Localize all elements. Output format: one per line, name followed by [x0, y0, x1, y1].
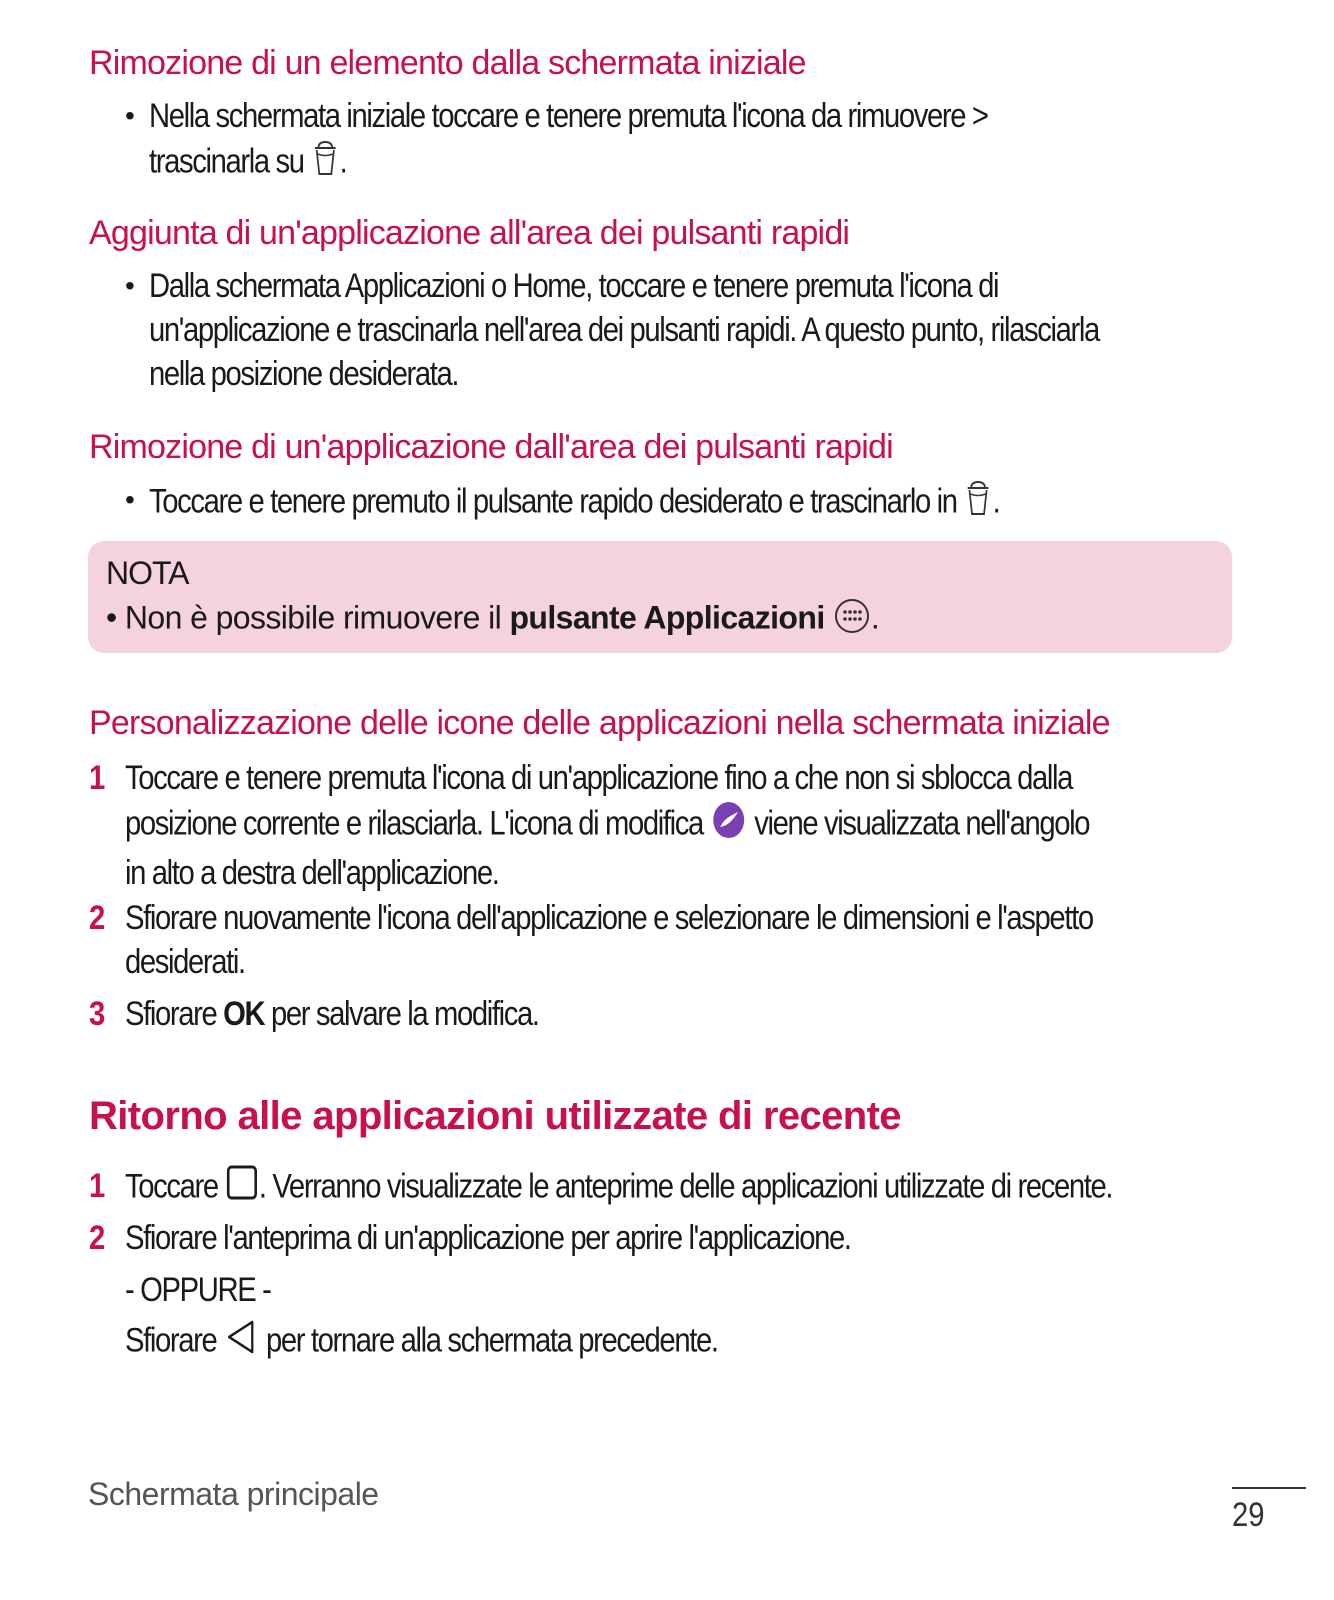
step-number: 2: [89, 899, 106, 937]
heading-remove-item: Rimozione di un elemento dalla schermata iniziale: [89, 44, 806, 82]
note-text: • Non è possibile rimuovere il pulsante Applicazioni .: [106, 597, 879, 643]
bullet-add-quick-line2: un'applicazione e trascinarla nell'area dei pulsanti rapidi. A questo punto, rilasciarla: [149, 311, 1099, 349]
heading-remove-quick: Rimozione di un'applicazione dall'area dei pulsanti rapidi: [89, 428, 893, 466]
footer-divider: [1232, 1487, 1306, 1489]
bullet-dot: •: [106, 599, 117, 636]
edit-icon: [710, 800, 748, 851]
customize-step-2-line2: desiderati.: [125, 943, 245, 981]
apps-button-icon: [833, 597, 871, 643]
back-line: Sfiorare per tornare alla schermata precedente.: [125, 1318, 718, 1367]
step-number: 3: [89, 995, 106, 1033]
or-text: - OPPURE -: [125, 1271, 271, 1309]
recent-step-1-line1: Toccare . Verranno visualizzate le anteprime delle applicazioni utilizzate di recente.: [125, 1164, 1112, 1213]
customize-step-3-line1: Sfiorare OK per salvare la modifica.: [125, 995, 539, 1033]
bullet-dot: •: [125, 484, 135, 515]
note-box: [88, 541, 1232, 653]
bullet-dot: •: [125, 100, 135, 131]
heading-customize: Personalizzazione delle icone delle applicazioni nella schermata iniziale: [89, 704, 1110, 742]
ok-label: OK: [223, 995, 265, 1033]
bullet-remove-quick-line1: Toccare e tenere premuto il pulsante rapido desiderato e trascinarlo in .: [149, 478, 999, 529]
recent-step-2-line1: Sfiorare l'anteprima di un'applicazione per aprire l'applicazione.: [125, 1219, 851, 1257]
bullet-dot: •: [125, 270, 135, 301]
footer-section-name: Schermata principale: [88, 1476, 379, 1512]
step-number: 1: [89, 759, 106, 797]
bullet-remove-item-line1: Nella schermata iniziale toccare e tenere premuta l'icona da rimuovere >: [149, 97, 988, 135]
customize-step-1-line2: posizione corrente e rilasciarla. L'icona di modifica viene visualizzata nell'angolo: [125, 800, 1089, 851]
heading-add-quick: Aggiunta di un'applicazione all'area dei pulsanti rapidi: [89, 214, 850, 252]
note-bold-text: pulsante Applicazioni: [509, 599, 825, 636]
bullet-add-quick-line3: nella posizione desiderata.: [149, 355, 459, 393]
note-title: NOTA: [106, 555, 189, 591]
step-number: 1: [89, 1167, 106, 1205]
customize-step-2-line1: Sfiorare nuovamente l'icona dell'applicazione e selezionare le dimensioni e l'aspetto: [125, 899, 1093, 937]
trash-icon: [310, 138, 339, 189]
customize-step-1-line1: Toccare e tenere premuta l'icona di un'applicazione fino a che non si sblocca dalla: [125, 759, 1073, 797]
heading-recent-apps: Ritorno alle applicazioni utilizzate di recente: [89, 1094, 901, 1138]
step-number: 2: [89, 1219, 106, 1257]
bullet-remove-item-line2: trascinarla su .: [149, 138, 988, 189]
recent-apps-icon: [225, 1164, 259, 1213]
customize-step-1-line3: in alto a destra dell'applicazione.: [125, 854, 499, 892]
back-icon: [223, 1318, 259, 1367]
trash-icon: [963, 478, 992, 529]
bullet-add-quick-line1: Dalla schermata Applicazioni o Home, toccare e tenere premuta l'icona di: [149, 267, 999, 305]
page-number: 29: [1232, 1496, 1265, 1534]
